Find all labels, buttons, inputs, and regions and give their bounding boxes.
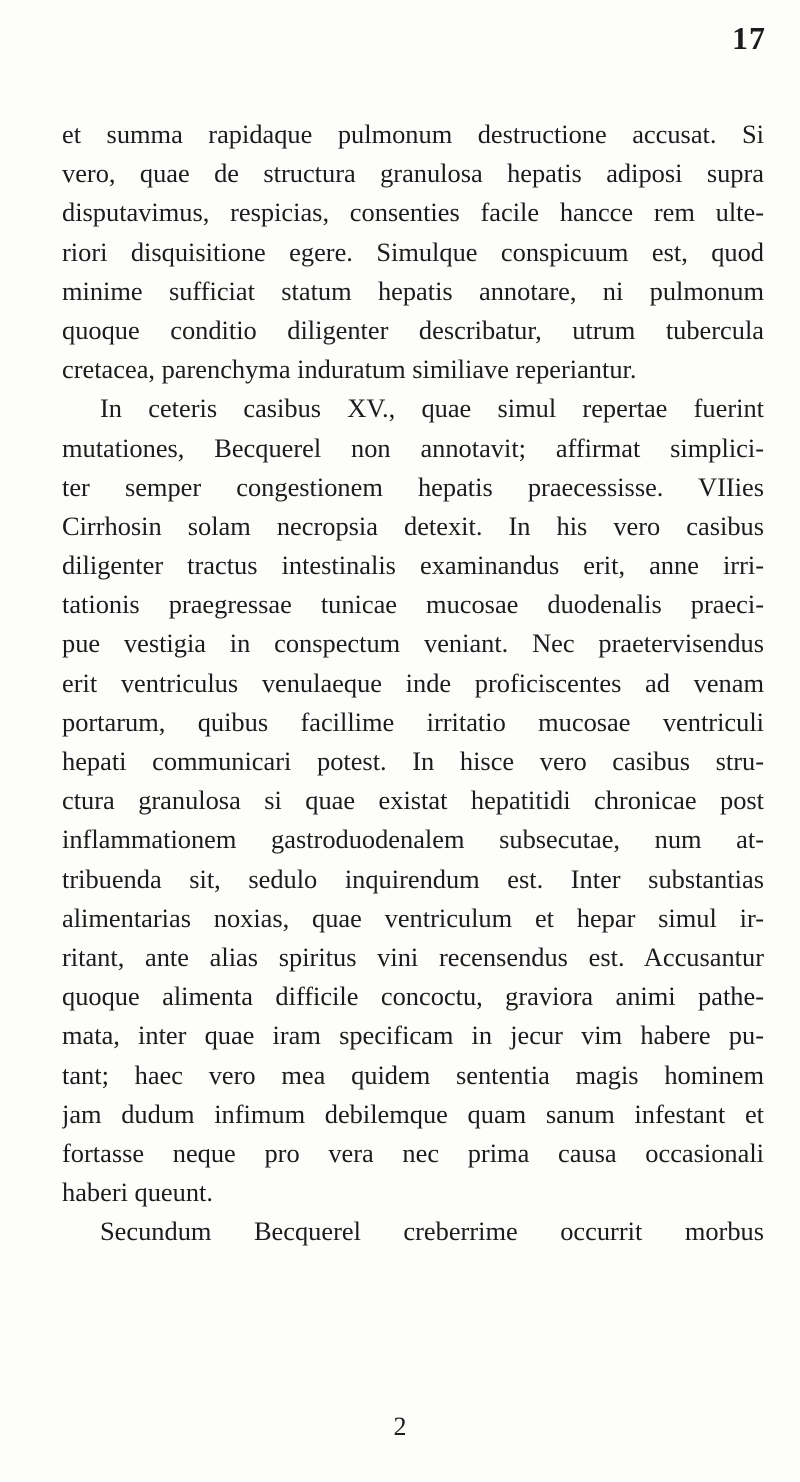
text-line: tant; haec vero mea quidem sententia magis hominem [62,1059,764,1090]
body-text [62,115,764,1251]
text-line: minime sufficiat statum hepatis annotare, ni pulmonum [62,275,764,306]
text-line: vero, quae de structura granulosa hepatis adiposi supra [62,158,764,189]
text-line: haberi queunt. [62,1177,213,1208]
text-line: ctura granulosa si quae existat hepatitidi chronicae post [62,785,764,816]
text-line: jam dudum infimum debilemque quam sanum infestant et [62,1098,764,1129]
text-line: pue vestigia in conspectum veniant. Nec praetervisendus [62,628,764,659]
text-line: disputavimus, respicias, consenties facile hancce rem ulte- [62,197,764,228]
text-line: mata, inter quae iram specificam in jecur vim habere pu- [62,1020,764,1051]
text-line: Secundum Becquerel creberrime occurrit morbus [100,1216,764,1247]
text-line: quoque alimenta difficile concoctu, graviora animi pathe- [62,981,764,1012]
text-line: ter semper congestionem hepatis praecessisse. VIIies [62,471,764,502]
text-line: fortasse neque pro vera nec prima causa occasionali [62,1137,764,1168]
text-line: riori disquisitione egere. Simulque conspicuum est, quod [62,236,764,267]
text-line: hepati communicari potest. In hisce vero casibus stru- [62,746,764,776]
text-line: tationis praegressae tunicae mucosae duodenalis praeci- [62,589,764,620]
text-line: tribuenda sit, sedulo inquirendum est. Inter substantias [62,863,764,894]
text-line: Cirrhosin solam necropsia detexit. In his vero casibus [62,510,764,541]
text-line: portarum, quibus facillime irritatio mucosae ventriculi [62,706,764,737]
text-line: diligenter tractus intestinalis examinandus erit, anne irri- [62,550,764,581]
text-line: erit ventriculus venulaeque inde proficiscentes ad venam [62,667,764,698]
page-number: 17 [732,20,766,56]
text-line: ritant, ante alias spiritus vini recensendus est. Accusantur [62,941,764,972]
text-line: mutationes, Becquerel non annotavit; affirmat simplici- [62,432,764,463]
signature-mark: 2 [393,1412,407,1441]
text-line: inflammationem gastroduodenalem subsecutae, num at- [62,824,764,855]
text-line: In ceteris casibus XV., quae simul repertae fuerint [100,393,764,424]
text-line: et summa rapidaque pulmonum destructione accusat. Si [62,119,764,149]
text-line: cretacea, parenchyma induratum similiave reperiantur. [62,354,637,385]
text-line: alimentarias noxias, quae ventriculum et hepar simul ir- [62,902,764,933]
text-line: quoque conditio diligenter describatur, utrum tubercula [62,314,764,345]
